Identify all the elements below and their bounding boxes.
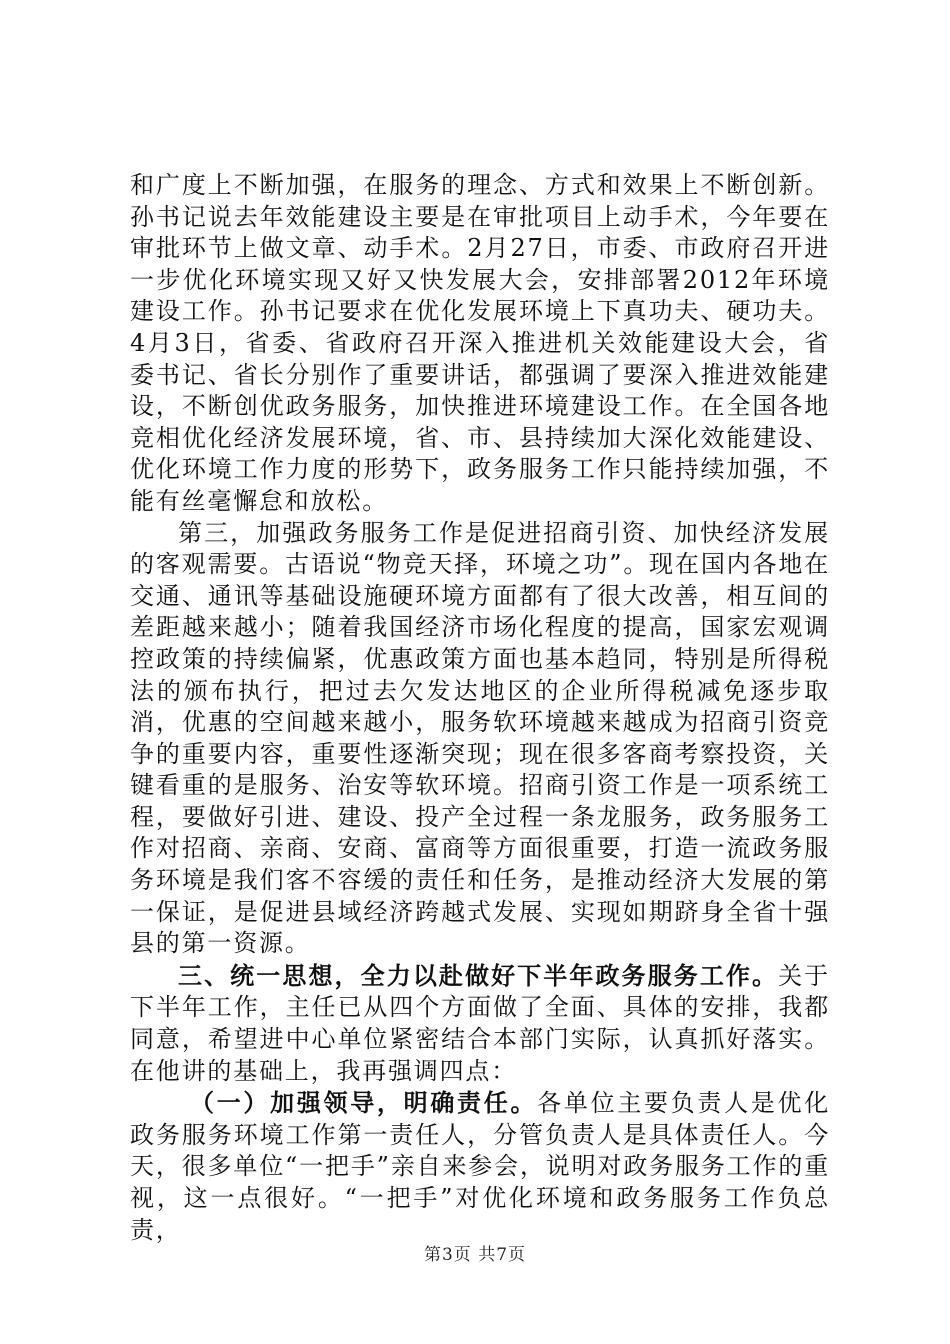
- page-number: 第3页 共7页: [423, 1245, 527, 1265]
- section-heading: 三、统一思想，全力以赴做好下半年政务服务工作。: [178, 960, 779, 990]
- document-body: [130, 170, 830, 1246]
- subsection-heading: （一）加强领导，明确责任。: [190, 1088, 538, 1118]
- paragraph-text: 关于下半年工作，主任已从四个方面做了全面、具体的安排，我都同意，希望进中心单位紧密结合本部门实际，认真抓好落实。在他讲的基础上，我再强调四点：: [130, 961, 830, 1085]
- paragraph-text: 各单位主要负责人是优化政务服务环境工作第一责任人，分管负责人是具体责任人。今天，很多单位“一把手”亲自来参会，说明对政务服务工作的重视，这一点很好。“一把手”对优化环境和政务服务工作负总责，: [130, 1089, 830, 1244]
- paragraph-environment-building: [130, 170, 830, 518]
- paragraph-text: 第三，加强政务服务工作是促进招商引资、加快经济发展的客观需要。古语说“物竞天择，环境之功”。现在国内各地在交通、通讯等基础设施硬环境方面都有了很大改善，相互间的差距越来越小；随着我国经济市场化程度的提高，国家宏观调控政策的持续偏紧，优惠政策方面也基本趋同，特别是所得税法的颁布执行，把过去欠发达地区的企业所得税减免逐步取消，优惠的空间越来越小，服务软环境越来越成为招商引资竞争的重要内容，重要性逐渐突现；现在很多客商考察投资，关键看重的是服务、治安等软环境。招商引资工作是一项系统工程，要做好引进、建设、投产全过程一条龙服务，政务服务工作对招商、亲商、安商、富商等方面很重要，打造一流政务服务环境是我们客不容缓的责任和任务，是推动经济大发展的第一保证，是促进县域经济跨越式发展、实现如期跻身全省十强县的第一资源。: [130, 518, 830, 958]
- paragraph-subsection-one: [130, 1087, 830, 1246]
- paragraph-section-three: [130, 960, 830, 1087]
- paragraph-text: 和广度上不断加强，在服务的理念、方式和效果上不断创新。孙书记说去年效能建设主要是在审批项目上动手术，今年要在审批环节上做文章、动手术。2月27日，市委、市政府召开进一步优化环境实现又好又快发展大会，安排部署2012年环境建设工作。孙书记要求在优化发展环境上下真功夫、硬功夫。4月3日，省委、省政府召开深入推进机关效能建设大会，省委书记、省长分别作了重要讲话，都强调了要深入推进效能建设，不断创优政务服务，加快推进环境建设工作。在全国各地竞相优化经济发展环境，省、市、县持续加大深化效能建设、优化环境工作力度的形势下，政务服务工作只能持续加强，不能有丝毫懈怠和放松。: [130, 171, 830, 515]
- paragraph-investment-attraction: [130, 518, 830, 960]
- page-footer: [0, 1240, 950, 1265]
